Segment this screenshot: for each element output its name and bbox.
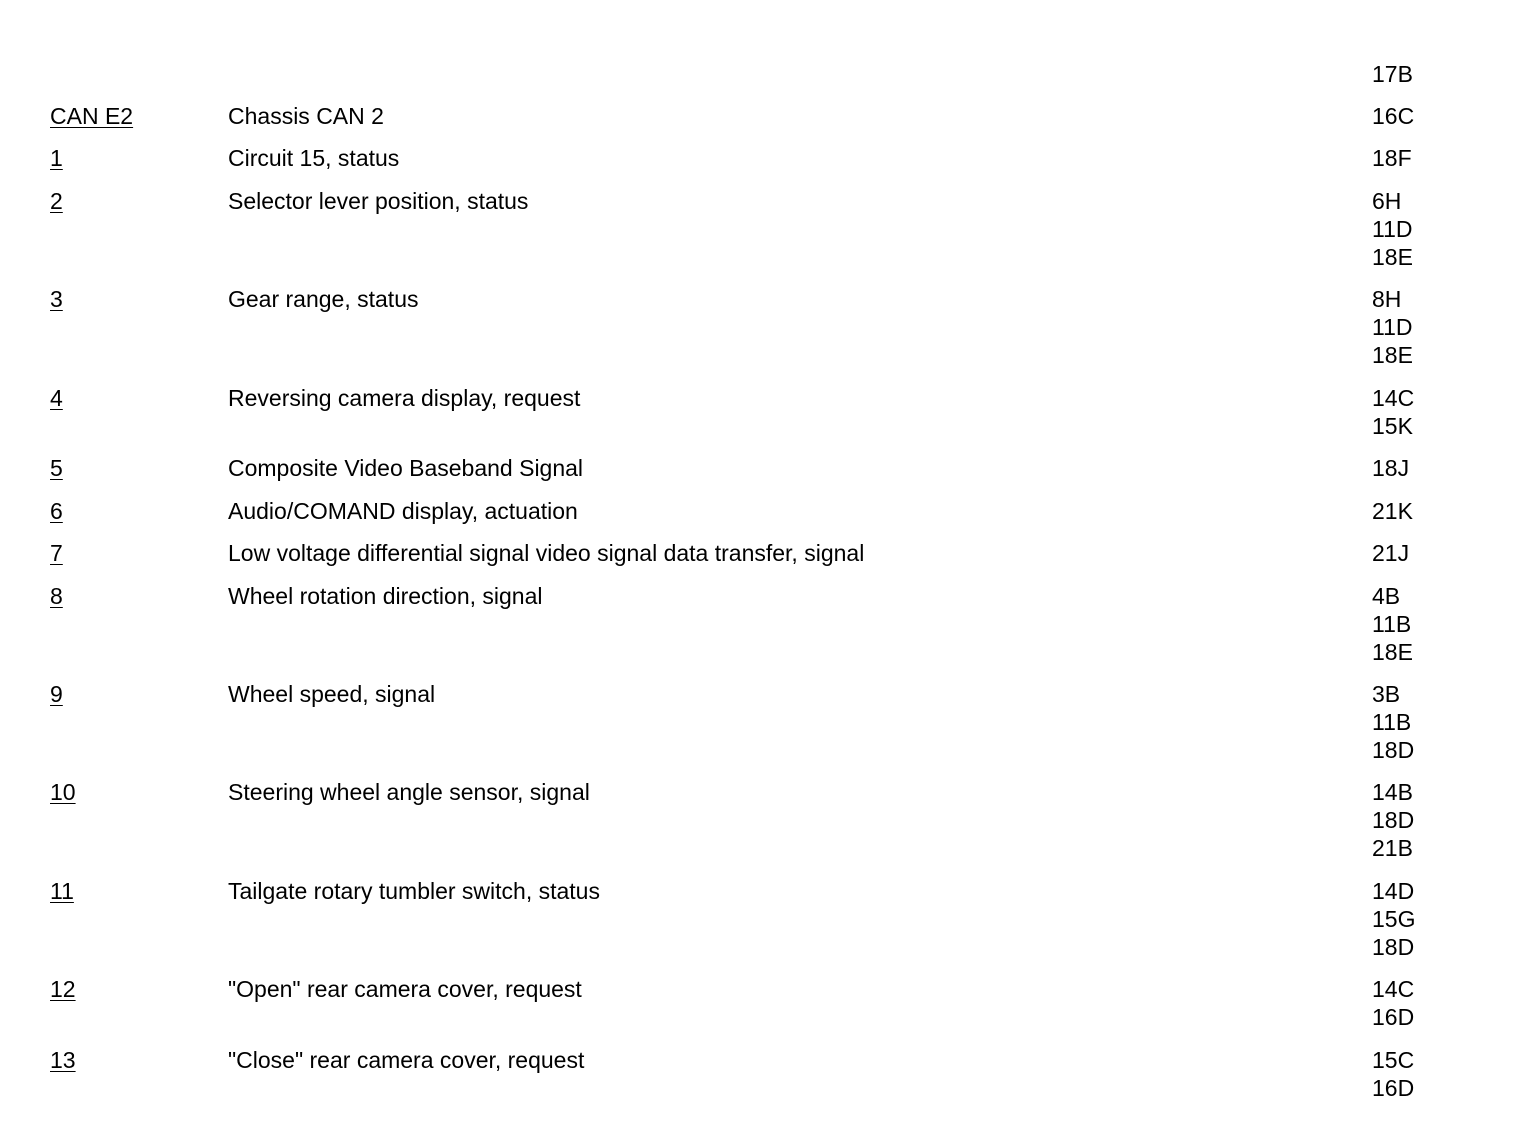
grid-ref: 6H <box>1372 188 1402 214</box>
legend-code: 7 <box>50 540 63 566</box>
grid-ref: 18D <box>1372 934 1415 960</box>
ref-list <box>1372 778 1414 862</box>
ref-list <box>1372 60 1413 88</box>
legend-description: Composite Video Baseband Signal <box>228 455 584 481</box>
legend-code: 1 <box>50 145 63 171</box>
ref-list <box>1372 539 1409 567</box>
legend-description: Circuit 15, status <box>228 145 400 171</box>
legend-code: 8 <box>50 583 63 609</box>
grid-ref: 14C <box>1372 385 1415 411</box>
grid-ref: 15G <box>1372 906 1416 932</box>
grid-ref: 18J <box>1372 455 1410 481</box>
ref-list <box>1372 497 1413 525</box>
grid-ref: 11B <box>1372 611 1412 637</box>
legend-code: CAN E2 <box>50 103 134 129</box>
legend-description: Low voltage differential signal video signal data transfer, signal <box>228 540 865 566</box>
legend-code: 4 <box>50 385 63 411</box>
legend-code: 5 <box>50 455 63 481</box>
grid-ref: 21K <box>1372 498 1413 524</box>
legend-code: 10 <box>50 779 76 805</box>
grid-ref: 3B <box>1372 681 1401 707</box>
legend-description: Gear range, status <box>228 286 419 312</box>
grid-ref: 14D <box>1372 878 1415 904</box>
grid-ref: 21J <box>1372 540 1410 566</box>
grid-ref: 18E <box>1372 342 1413 368</box>
ref-list <box>1372 187 1413 271</box>
grid-ref: 16C <box>1372 103 1415 129</box>
grid-ref: 11B <box>1372 709 1412 735</box>
ref-list <box>1372 384 1414 440</box>
ref-list <box>1372 1046 1414 1102</box>
grid-ref: 11D <box>1372 216 1413 242</box>
grid-ref: 14B <box>1372 779 1413 805</box>
legend-code: 12 <box>50 976 76 1002</box>
grid-ref: 4B <box>1372 583 1401 609</box>
grid-ref: 15K <box>1372 413 1413 439</box>
legend-code: 6 <box>50 498 63 524</box>
ref-list <box>1372 975 1414 1031</box>
grid-ref: 18E <box>1372 639 1413 665</box>
ref-list <box>1372 144 1412 172</box>
grid-ref: 18D <box>1372 737 1415 763</box>
legend-code: 3 <box>50 286 63 312</box>
grid-ref: 14C <box>1372 976 1415 1002</box>
legend-code: 11 <box>50 878 74 904</box>
legend-description: Selector lever position, status <box>228 188 529 214</box>
ref-list <box>1372 102 1414 130</box>
legend-code: 13 <box>50 1047 76 1073</box>
grid-ref: 16D <box>1372 1004 1415 1030</box>
grid-ref: 16D <box>1372 1075 1415 1101</box>
legend-description: "Close" rear camera cover, request <box>228 1047 585 1073</box>
grid-ref: 17B <box>1372 61 1413 87</box>
grid-ref: 15C <box>1372 1047 1415 1073</box>
grid-ref: 11D <box>1372 314 1413 340</box>
legend-description: Wheel speed, signal <box>228 681 436 707</box>
ref-list <box>1372 680 1414 764</box>
legend-description: Steering wheel angle sensor, signal <box>228 779 590 805</box>
grid-ref: 8H <box>1372 286 1402 312</box>
legend-code: 9 <box>50 681 63 707</box>
grid-ref: 18F <box>1372 145 1412 171</box>
ref-list <box>1372 877 1415 961</box>
legend-description: Audio/COMAND display, actuation <box>228 498 578 524</box>
legend-description: Reversing camera display, request <box>228 385 581 411</box>
ref-list <box>1372 582 1413 666</box>
grid-ref: 18D <box>1372 807 1415 833</box>
ref-list <box>1372 285 1413 369</box>
legend-description: Tailgate rotary tumbler switch, status <box>228 878 600 904</box>
ref-list <box>1372 454 1409 482</box>
legend-description: Wheel rotation direction, signal <box>228 583 543 609</box>
legend-description: "Open" rear camera cover, request <box>228 976 582 1002</box>
legend-description: Chassis CAN 2 <box>228 103 384 129</box>
legend-code: 2 <box>50 188 63 214</box>
grid-ref: 18E <box>1372 244 1413 270</box>
grid-ref: 21B <box>1372 835 1413 861</box>
